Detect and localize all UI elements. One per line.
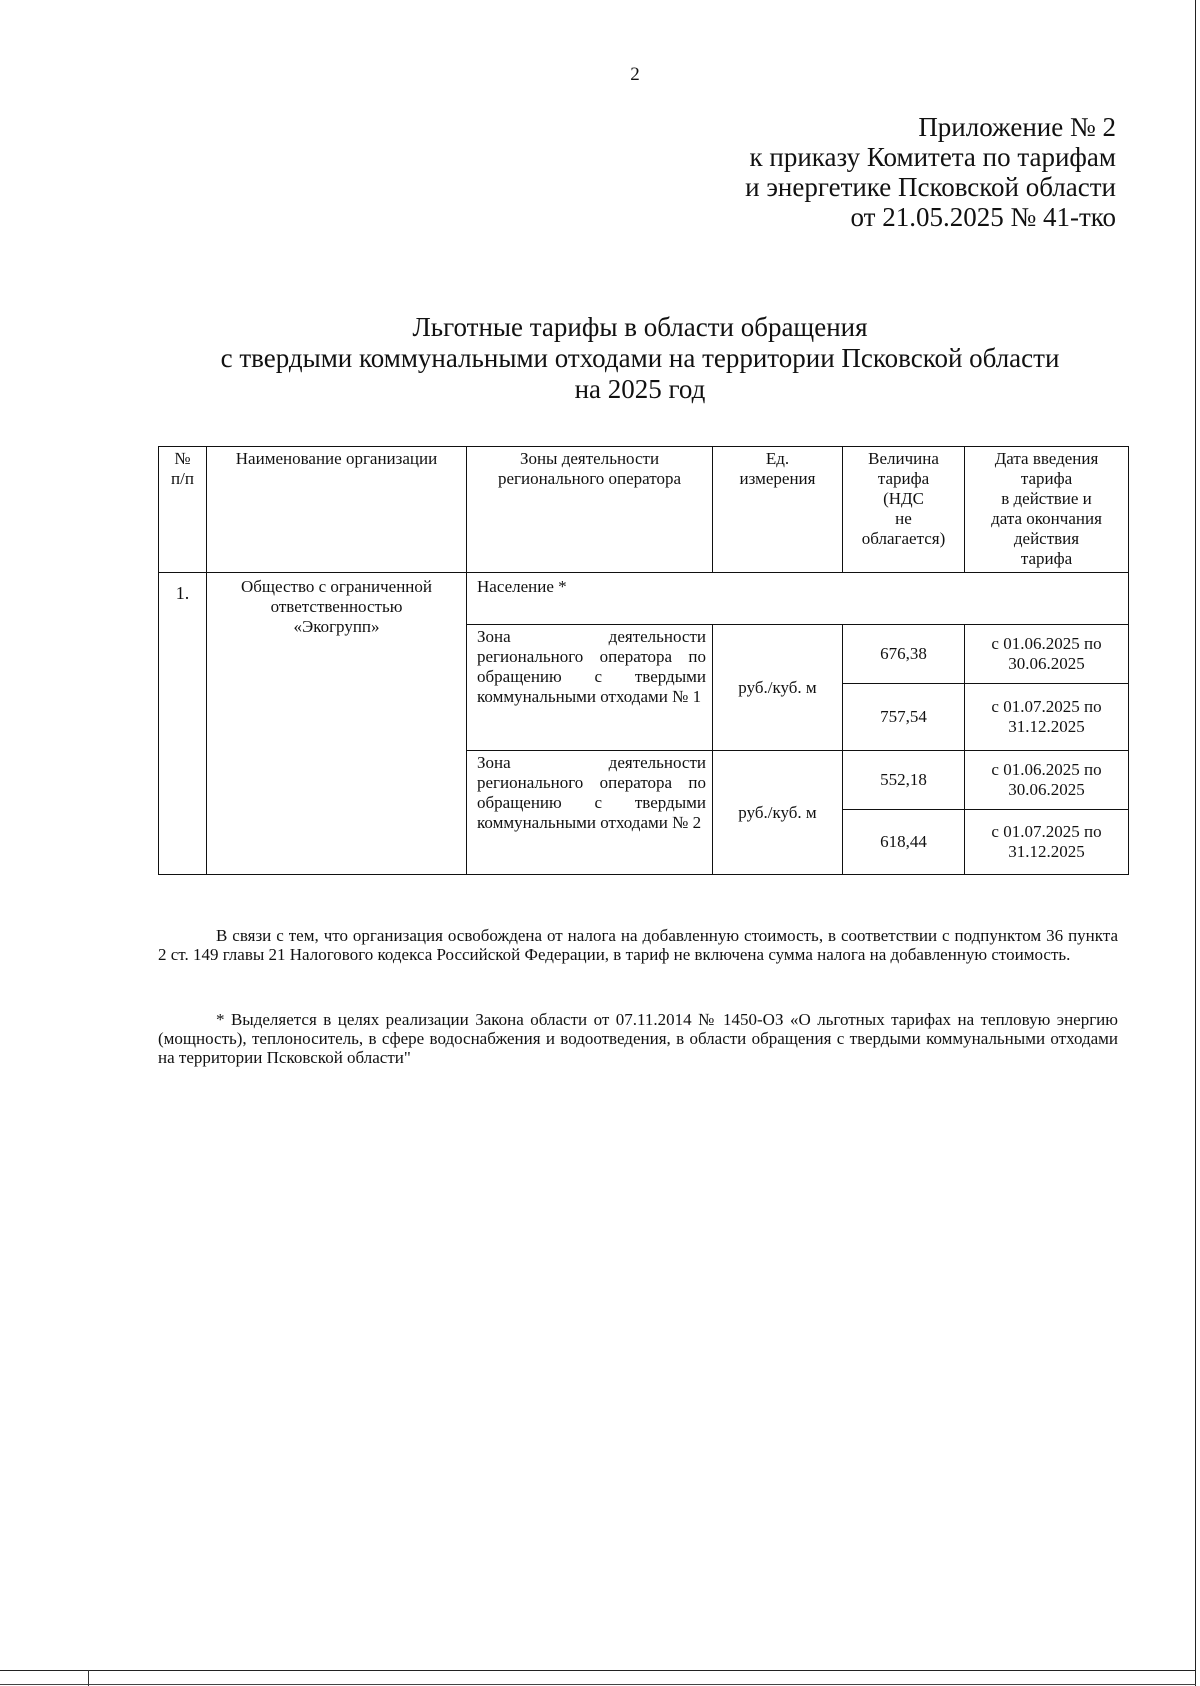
tariff-period: с 01.07.2025 по 31.12.2025 [965,684,1129,751]
header-num: № п/п [159,447,207,573]
header-date: Дата введения тарифа в действие и дата окончания действия тарифа [965,447,1129,573]
appendix-block [616,112,1116,232]
page-border-bottom-outer [0,1684,1196,1685]
title-line: с твердыми коммунальными отходами на территории Псковской области [220,343,1060,373]
title-line: на 2025 год [574,374,706,404]
zone-2-unit: руб./куб. м [713,751,843,875]
appendix-line: и энергетике Псковской области [745,172,1116,202]
tariff-value: 676,38 [843,625,965,684]
page-border-tick [88,1670,89,1686]
page-number: 2 [630,64,640,85]
tariff-value: 552,18 [843,751,965,810]
footnote: * Выделяется в целях реализации Закона области от 07.11.2014 № 1450-ОЗ «О льготных тарифах на тепловую энергию (мощность), теплоноситель, в сфере водоснабжения и водоотведения, в области обращения с твердыми коммунальными отходами на территории Псковской области" [158,1010,1118,1067]
organization-name: Общество с ограниченной ответственностью «Экогрупп» [207,573,467,875]
row-number: 1. [159,573,207,875]
appendix-line: от 21.05.2025 № 41-тко [850,202,1116,232]
page-border-bottom [0,1670,1196,1671]
zone-2-name: Зона деятельности регионального оператора по обращению с твердыми коммунальными отходами № 2 [467,751,713,875]
page-border-right [1195,0,1196,1686]
appendix-line: Приложение № 2 [918,112,1116,142]
vat-note: В связи с тем, что организация освобождена от налога на добавленную стоимость, в соответствии с подпунктом 36 пункта 2 ст. 149 главы 21 Налогового кодекса Российской Федерации, в тариф не включена сумма налога на добавленную стоимость. [158,926,1118,964]
tariff-table [158,446,1129,875]
tariff-period: с 01.06.2025 по 30.06.2025 [965,751,1129,810]
table-header-row [159,447,1129,573]
table-row [159,573,1129,625]
header-value: Величина тарифа (НДС не облагается) [843,447,965,573]
header-zone: Зоны деятельности регионального оператора [467,447,713,573]
category-population: Население * [467,573,1129,625]
tariff-value: 757,54 [843,684,965,751]
tariff-period: с 01.07.2025 по 31.12.2025 [965,810,1129,875]
tariff-value: 618,44 [843,810,965,875]
zone-1-unit: руб./куб. м [713,625,843,751]
zone-1-name: Зона деятельности регионального оператора по обращению с твердыми коммунальными отходами № 1 [467,625,713,751]
appendix-line: к приказу Комитета по тарифам [749,142,1116,172]
tariff-period: с 01.06.2025 по 30.06.2025 [965,625,1129,684]
title-line: Льготные тарифы в области обращения [412,312,868,342]
header-unit: Ед. измерения [713,447,843,573]
document-title [140,312,1140,405]
header-org: Наименование организации [207,447,467,573]
